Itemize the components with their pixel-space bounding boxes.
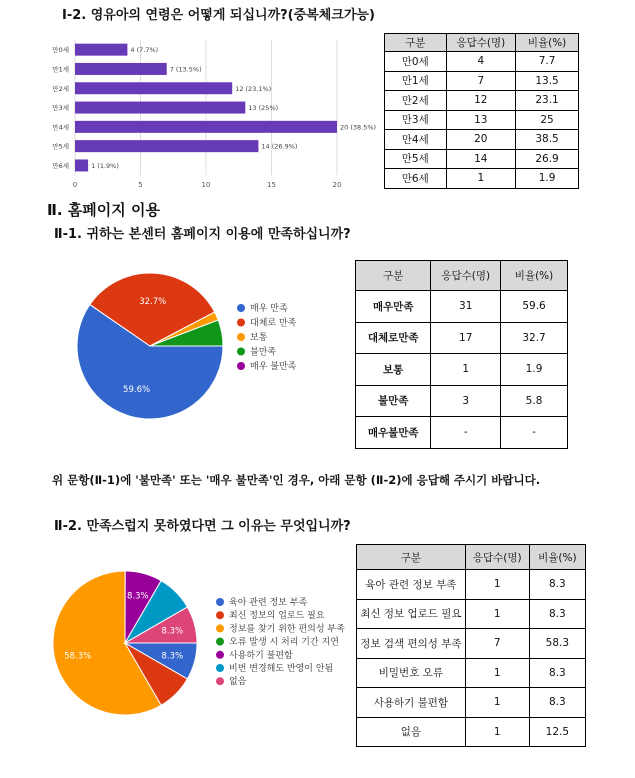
- bar: [75, 102, 245, 114]
- table-header-cell: 비율(%): [501, 261, 568, 291]
- table-cell: 7: [465, 629, 529, 659]
- table-cell: 불만족: [356, 385, 431, 417]
- table-cell: 1: [465, 570, 529, 600]
- table-cell: 매우만족: [356, 291, 431, 323]
- table-cell: 사용하기 불편함: [357, 688, 466, 718]
- table-cell: 매우불만족: [356, 417, 431, 449]
- table-cell: 없음: [357, 717, 466, 747]
- table-row: [357, 629, 586, 659]
- reason-table: [356, 544, 586, 747]
- table-cell: 보통: [356, 354, 431, 386]
- x-tick-label: 10: [201, 181, 211, 190]
- table-cell: 1: [465, 688, 529, 718]
- table-cell: 만0세: [385, 52, 447, 72]
- table-cell: 23.1: [516, 91, 579, 111]
- legend-label: 오류 발생 시 처리 기간 지연: [229, 637, 339, 648]
- bar: [75, 63, 167, 75]
- legend-label: 불만족: [250, 347, 277, 358]
- table-cell: 1: [465, 599, 529, 629]
- legend-label: 보통: [250, 333, 268, 343]
- table-cell: 만6세: [385, 169, 447, 189]
- table-cell: 4: [446, 52, 516, 72]
- table-cell: 12.5: [529, 717, 585, 747]
- table-header-cell: 비율(%): [516, 34, 579, 52]
- y-category-label: 만0세: [52, 46, 69, 55]
- bar: [75, 121, 337, 133]
- table-row: [356, 322, 568, 354]
- legend-marker: [237, 304, 245, 312]
- table-header-cell: 비율(%): [529, 545, 585, 570]
- table-cell: 만2세: [385, 91, 447, 111]
- legend-marker: [216, 624, 224, 632]
- table-cell: 7.7: [516, 52, 579, 72]
- table-cell: 만4세: [385, 130, 447, 150]
- bar-data-label: 12 (23.1%): [235, 84, 272, 93]
- bar: [75, 82, 232, 94]
- x-tick-label: 5: [138, 181, 143, 190]
- legend-marker: [237, 362, 245, 370]
- table-header-cell: 응답수(명): [465, 545, 529, 570]
- table-cell: 38.5: [516, 130, 579, 150]
- legend-label: 없음: [229, 677, 247, 688]
- table-cell: 8.3: [529, 599, 585, 629]
- pie-slice-label: 8.3%: [161, 626, 184, 637]
- bar-data-label: 1 (1.9%): [91, 161, 119, 170]
- table-row: [385, 110, 579, 130]
- table-cell: 대체로만족: [356, 322, 431, 354]
- table-cell: 만1세: [385, 71, 447, 91]
- legend-marker: [237, 319, 245, 327]
- section-title-ii: Ⅱ. 홈페이지 이용: [47, 201, 160, 219]
- legend-label: 매우 만족: [250, 304, 288, 314]
- legend-marker: [216, 664, 224, 672]
- legend-marker: [216, 611, 224, 619]
- table-row: [356, 354, 568, 386]
- age-bar-chart: [30, 34, 377, 194]
- table-row: [357, 688, 586, 718]
- table-row: [385, 130, 579, 150]
- bar: [75, 140, 258, 152]
- y-category-label: 만3세: [52, 104, 69, 113]
- bar-data-label: 4 (7.7%): [130, 46, 159, 55]
- table-cell: 31: [431, 291, 501, 323]
- legend-marker: [237, 348, 245, 356]
- table-cell: 만5세: [385, 149, 447, 169]
- table-cell: 비밀번호 오류: [357, 658, 466, 688]
- table-cell: 8.3: [529, 658, 585, 688]
- table-cell: -: [501, 417, 568, 449]
- legend-label: 육아 관련 정보 부족: [229, 598, 308, 608]
- legend-label: 사용하기 불편함: [229, 650, 293, 661]
- table-cell: 12: [446, 91, 516, 111]
- table-row: [385, 149, 579, 169]
- table-header-cell: 구분: [357, 545, 466, 570]
- legend-marker: [216, 638, 224, 646]
- satisfaction-table: [355, 260, 568, 449]
- legend-marker: [216, 677, 224, 685]
- table-cell: 17: [431, 322, 501, 354]
- legend-marker: [216, 651, 224, 659]
- table-cell: 5.8: [501, 385, 568, 417]
- table-cell: 3: [431, 385, 501, 417]
- table-row: [356, 291, 568, 323]
- age-table: [384, 33, 579, 189]
- x-tick-label: 20: [332, 181, 342, 190]
- y-category-label: 만6세: [52, 161, 69, 170]
- x-tick-label: 0: [72, 181, 78, 190]
- legend-label: 정보를 찾기 위한 편의성 부족: [229, 624, 345, 635]
- table-row: [356, 417, 568, 449]
- table-header-cell: 응답수(명): [446, 34, 516, 52]
- table-cell: 1.9: [501, 354, 568, 386]
- bar-data-label: 13 (25%): [248, 104, 279, 113]
- legend-label: 대체로 만족: [250, 318, 297, 329]
- bar-data-label: 14 (26.9%): [261, 142, 298, 151]
- legend-marker: [216, 598, 224, 606]
- table-row: [385, 52, 579, 72]
- reason-pie-chart: [50, 570, 360, 725]
- legend-label: 매우 불만족: [250, 362, 297, 372]
- table-header-cell: 구분: [356, 261, 431, 291]
- table-cell: -: [431, 417, 501, 449]
- x-tick-label: 15: [267, 181, 276, 190]
- table-cell: 7: [446, 71, 516, 91]
- pie-slice-label: 59.6%: [123, 385, 151, 396]
- table-cell: 32.7: [501, 322, 568, 354]
- section-title-i2: Ⅰ-2. 영유아의 연령은 어떻게 되십니까?(중복체크가능): [62, 8, 375, 23]
- table-row: [357, 570, 586, 600]
- y-category-label: 만4세: [52, 123, 69, 132]
- table-header-cell: 응답수(명): [431, 261, 501, 291]
- table-cell: 20: [446, 130, 516, 150]
- table-cell: 최신 정보 업로드 필요: [357, 599, 466, 629]
- pie-slice-label: 32.7%: [139, 296, 167, 307]
- table-cell: 14: [446, 149, 516, 169]
- table-cell: 58.3: [529, 629, 585, 659]
- y-category-label: 만5세: [52, 142, 69, 151]
- legend-label: 비번 변경해도 반영이 안됨: [229, 664, 334, 674]
- legend-label: 최신 정보의 업로드 필요: [229, 611, 325, 622]
- pie-slice-label: 8.3%: [126, 591, 149, 602]
- pie-slice-label: 8.3%: [161, 651, 184, 662]
- table-cell: 8.3: [529, 688, 585, 718]
- table-row: [357, 658, 586, 688]
- table-cell: 1: [431, 354, 501, 386]
- bar-data-label: 20 (38.5%): [340, 123, 377, 132]
- table-row: [356, 385, 568, 417]
- table-cell: 1: [465, 658, 529, 688]
- section-title-ii1: Ⅱ-1. 귀하는 본센터 홈페이지 이용에 만족하십니까?: [54, 227, 351, 242]
- table-cell: 육아 관련 정보 부족: [357, 570, 466, 600]
- table-cell: 8.3: [529, 570, 585, 600]
- table-cell: 정보 검색 편의성 부족: [357, 629, 466, 659]
- bar: [75, 159, 88, 171]
- pie-slice-label: 58.3%: [64, 651, 92, 662]
- satisfaction-pie-chart: [60, 268, 360, 428]
- table-cell: 1: [446, 169, 516, 189]
- table-cell: 1: [465, 717, 529, 747]
- legend-marker: [237, 333, 245, 341]
- y-category-label: 만1세: [52, 65, 69, 74]
- table-cell: 25: [516, 110, 579, 130]
- instruction-note: 위 문항(Ⅱ-1)에 '불만족' 또는 '매우 불만족'인 경우, 아래 문항 (Ⅱ-2)에 응답해 주시기 바랍니다.: [52, 473, 541, 487]
- table-cell: 59.6: [501, 291, 568, 323]
- bar-data-label: 7 (13.5%): [169, 65, 202, 74]
- table-row: [385, 169, 579, 189]
- y-category-label: 만2세: [52, 84, 69, 93]
- table-row: [357, 599, 586, 629]
- table-cell: 26.9: [516, 149, 579, 169]
- table-cell: 13: [446, 110, 516, 130]
- table-cell: 13.5: [516, 71, 579, 91]
- table-header-cell: 구분: [385, 34, 447, 52]
- table-cell: 만3세: [385, 110, 447, 130]
- table-row: [385, 71, 579, 91]
- table-row: [357, 717, 586, 747]
- bar: [75, 44, 127, 56]
- table-row: [385, 91, 579, 111]
- table-cell: 1.9: [516, 169, 579, 189]
- section-title-ii2: Ⅱ-2. 만족스럽지 못하였다면 그 이유는 무엇입니까?: [54, 519, 351, 534]
